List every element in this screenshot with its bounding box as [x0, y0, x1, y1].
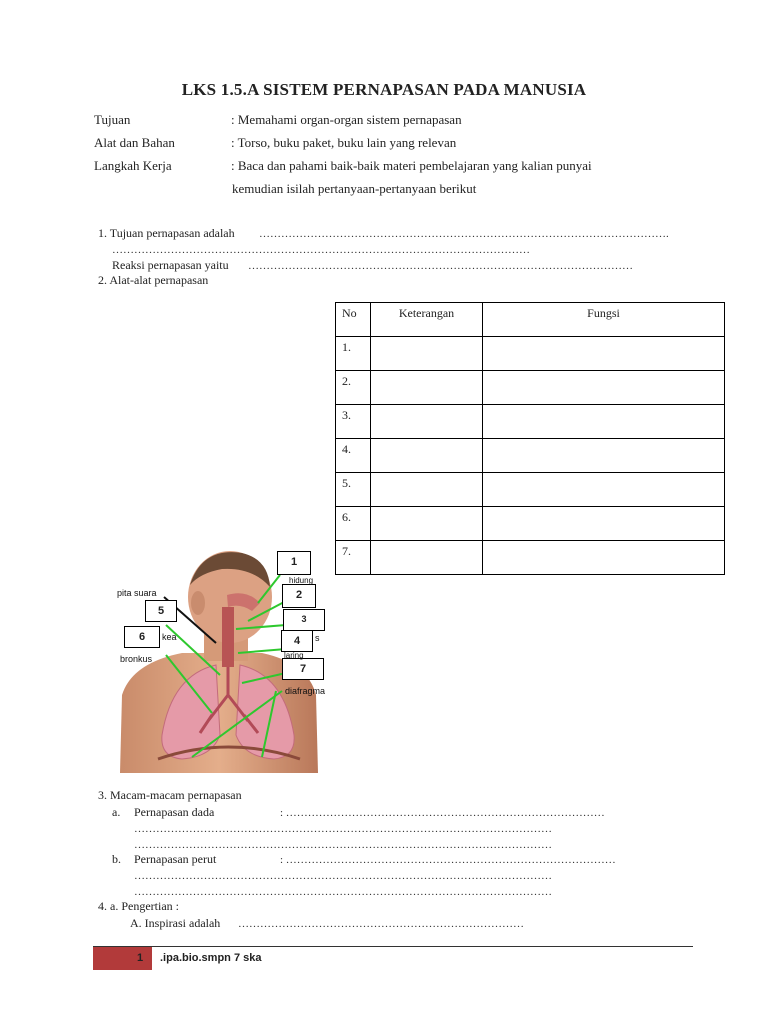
keterangan-cell[interactable] — [371, 371, 483, 405]
fungsi-cell[interactable] — [483, 439, 725, 473]
q4-sub: A. Inspirasi adalah — [130, 916, 221, 930]
label-s: s — [315, 633, 320, 643]
label-diafragma: diafragma — [285, 686, 326, 696]
q4-sub-dots: …………………………………………………………………… — [238, 918, 524, 930]
organ-table — [335, 302, 725, 575]
q3-a-cont1: …………………………………………………………………………………………………… — [134, 823, 552, 835]
row-number: 3. — [336, 405, 371, 439]
q4-text: 4. a. Pengertian : — [98, 899, 179, 913]
table-row — [336, 507, 725, 541]
row-number: 4. — [336, 439, 371, 473]
ear-shape — [191, 591, 205, 615]
keterangan-cell[interactable] — [371, 473, 483, 507]
footer-rule — [93, 946, 693, 947]
q3-b-text: Pernapasan perut — [134, 852, 217, 866]
diagram-box-7: 7 — [282, 658, 324, 680]
table-row — [336, 337, 725, 371]
keterangan-cell[interactable] — [371, 507, 483, 541]
table-row — [336, 371, 725, 405]
table-row — [336, 541, 725, 575]
meta-value-tujuan: : Memahami organ-organ sistem pernapasan — [231, 112, 462, 127]
table-header-no: No — [336, 303, 371, 337]
fungsi-cell[interactable] — [483, 337, 725, 371]
q2-text: 2. Alat-alat pernapasan — [98, 273, 209, 287]
fungsi-cell[interactable] — [483, 371, 725, 405]
diagram-box-5: 5 — [145, 600, 177, 622]
table-header-fungsi: Fungsi — [483, 303, 725, 337]
label-pita-suara: pita suara — [117, 588, 157, 598]
fungsi-cell[interactable] — [483, 405, 725, 439]
q3-b-cont2: …………………………………………………………………………………………………… — [134, 886, 552, 898]
diagram-box-4: 4 — [281, 630, 313, 652]
q3-b-label: b. — [112, 852, 121, 866]
q3-a-cont2: …………………………………………………………………………………………………… — [134, 839, 552, 851]
fungsi-cell[interactable] — [483, 507, 725, 541]
meta-label-alat: Alat dan Bahan — [94, 135, 175, 150]
table-row — [336, 473, 725, 507]
keterangan-cell[interactable] — [371, 439, 483, 473]
diagram-box-2: 2 — [282, 584, 316, 608]
meta-continuation: kemudian isilah pertanyaan-pertanyaan berikut — [232, 181, 477, 196]
q1-text: 1. Tujuan pernapasan adalah — [98, 226, 235, 240]
q3-a-text: Pernapasan dada — [134, 805, 215, 819]
row-number: 7. — [336, 541, 371, 575]
meta-label-tujuan: Tujuan — [94, 112, 131, 127]
meta-value-langkah: : Baca dan pahami baik-baik materi pembelajaran yang kalian punyai — [231, 158, 592, 173]
row-number: 2. — [336, 371, 371, 405]
trachea-shape — [222, 607, 234, 667]
fungsi-cell[interactable] — [483, 473, 725, 507]
table-header-keterangan: Keterangan — [371, 303, 483, 337]
fungsi-cell[interactable] — [483, 541, 725, 575]
footer-text: .ipa.bio.smpn 7 ska — [160, 952, 262, 964]
q3-a-dots: : …………………………………………………………………………… — [280, 807, 605, 819]
diagram-box-3: 3 — [283, 609, 325, 631]
label-bronkus: bronkus — [120, 654, 153, 664]
keterangan-cell[interactable] — [371, 405, 483, 439]
table-row — [336, 439, 725, 473]
q1-reaksi: Reaksi pernapasan yaitu — [112, 258, 229, 272]
q1-line2-dots: …………………………………………………………………………………………………… — [112, 244, 530, 256]
label-laring: laring — [284, 651, 304, 660]
row-number: 5. — [336, 473, 371, 507]
meta-label-langkah: Langkah Kerja — [94, 158, 172, 173]
q3-text: 3. Macam-macam pernapasan — [98, 788, 242, 802]
table-header-row — [336, 303, 725, 337]
q3-b-dots: : ……………………………………………………………………………… — [280, 854, 616, 866]
q3-b-cont1: …………………………………………………………………………………………………… — [134, 870, 552, 882]
keterangan-cell[interactable] — [371, 541, 483, 575]
table-row — [336, 405, 725, 439]
keterangan-cell[interactable] — [371, 337, 483, 371]
page-title: LKS 1.5.A SISTEM PERNAPASAN PADA MANUSIA — [181, 80, 587, 99]
meta-value-alat: : Torso, buku paket, buku lain yang relevan — [231, 135, 457, 150]
footer-page-number: 1 — [137, 952, 144, 964]
q1-reaksi-dots: …………………………………………………………………………………………… — [248, 260, 633, 272]
row-number: 1. — [336, 337, 371, 371]
q1-line1-dots: …………………………………………………………………………………………………. — [259, 228, 669, 240]
q3-a-label: a. — [112, 805, 121, 819]
footer-page-block — [93, 947, 152, 970]
diagram-box-1: 1 — [277, 551, 311, 575]
label-hidung: hidung — [289, 576, 314, 585]
row-number: 6. — [336, 507, 371, 541]
label-kea: kea — [162, 632, 177, 642]
diagram-box-6: 6 — [124, 626, 160, 648]
